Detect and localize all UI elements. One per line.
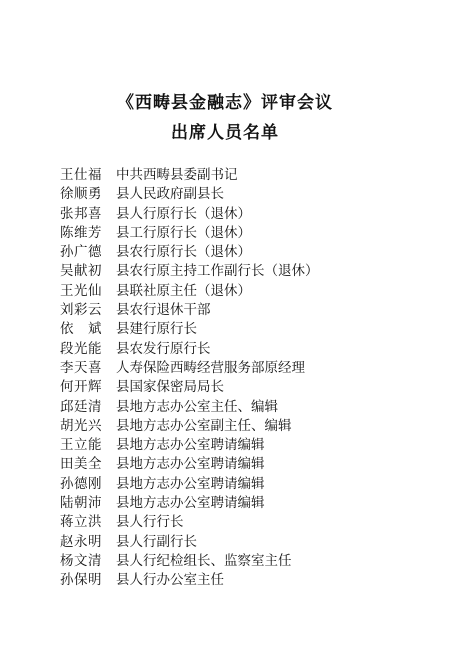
attendee-row (60, 301, 420, 320)
attendee-role: 县人行行长 (116, 514, 184, 531)
attendee-name: 胡光兴 (60, 417, 102, 434)
attendee-name: 孙德刚 (60, 475, 102, 492)
attendee-role: 县地方志办公室主任、编辑 (116, 398, 278, 415)
attendee-name: 刘彩云 (60, 302, 102, 319)
attendee-role: 县人行原行长（退休） (116, 205, 251, 222)
attendee-name: 蒋立洪 (60, 514, 102, 531)
attendee-row (60, 359, 420, 378)
attendee-name: 孙保明 (60, 572, 102, 589)
attendee-name: 杨文清 (60, 552, 102, 569)
attendee-name: 何开辉 (60, 379, 102, 396)
attendee-name: 孙广德 (60, 244, 102, 261)
attendee-name: 徐顺勇 (60, 186, 102, 203)
attendee-name: 赵永明 (60, 533, 102, 550)
attendee-row (60, 320, 420, 339)
attendee-name: 陆朝沛 (60, 495, 102, 512)
attendee-role: 县人行纪检组长、监察室主任 (116, 552, 292, 569)
attendee-row (60, 571, 420, 590)
attendee-role: 县联社原主任（退休） (116, 282, 251, 299)
attendee-row (60, 166, 420, 185)
attendee-role: 县国家保密局局长 (116, 379, 224, 396)
attendee-row (60, 417, 420, 436)
attendee-row (60, 262, 420, 281)
attendee-name: 王光仙 (60, 282, 102, 299)
attendee-name: 王仕福 (60, 167, 102, 183)
attendee-name: 田美全 (60, 456, 102, 473)
attendee-row (60, 533, 420, 552)
attendee-name: 吴献初 (60, 263, 102, 280)
attendee-row (60, 398, 420, 417)
attendee-row (60, 224, 420, 243)
attendee-name: 李天喜 (60, 359, 102, 376)
attendee-role: 人寿保险西畴经营服务部原经理 (116, 359, 305, 376)
attendee-name: 邱廷清 (60, 398, 102, 415)
attendee-role: 县农行退休干部 (116, 302, 211, 319)
attendee-row (60, 378, 420, 397)
attendee-list (60, 166, 420, 591)
attendee-row (60, 243, 420, 262)
attendee-role: 中共西畴县委副书记 (116, 167, 238, 183)
attendee-role: 县地方志办公室聘请编辑 (116, 456, 265, 473)
attendee-role: 县农行原行长（退休） (116, 244, 251, 261)
attendee-row (60, 455, 420, 474)
attendee-role: 县人民政府副县长 (116, 186, 224, 203)
attendee-row (60, 282, 420, 301)
attendee-role: 县地方志办公室副主任、编辑 (116, 417, 292, 434)
attendee-row (60, 436, 420, 455)
attendee-name: 段光能 (60, 340, 102, 357)
attendee-row (60, 340, 420, 359)
attendee-role: 县建行原行长 (116, 321, 197, 338)
attendee-name: 陈维芳 (60, 224, 102, 241)
attendee-row (60, 552, 420, 571)
attendee-row (60, 205, 420, 224)
attendee-row (60, 475, 420, 494)
attendee-name: 依 斌 (60, 321, 102, 338)
attendee-name: 张邦喜 (60, 205, 102, 222)
attendee-role: 县农发行原行长 (116, 340, 211, 357)
attendee-row (60, 494, 420, 513)
attendee-role: 县工行原行长（退休） (116, 224, 251, 241)
attendee-role: 县农行原主持工作副行长（退休） (116, 263, 319, 280)
document-subtitle: 出席人员名单 (171, 123, 279, 143)
attendee-name: 王立能 (60, 437, 102, 454)
attendee-role: 县地方志办公室聘请编辑 (116, 437, 265, 454)
attendee-row (60, 185, 420, 204)
document-title: 《西畴县金融志》评审会议 (117, 93, 333, 113)
attendee-role: 县地方志办公室聘请编辑 (116, 475, 265, 492)
attendee-role: 县地方志办公室聘请编辑 (116, 495, 265, 512)
attendee-row (60, 513, 420, 532)
attendee-role: 县人行副行长 (116, 533, 197, 550)
attendee-role: 县人行办公室主任 (116, 572, 224, 589)
